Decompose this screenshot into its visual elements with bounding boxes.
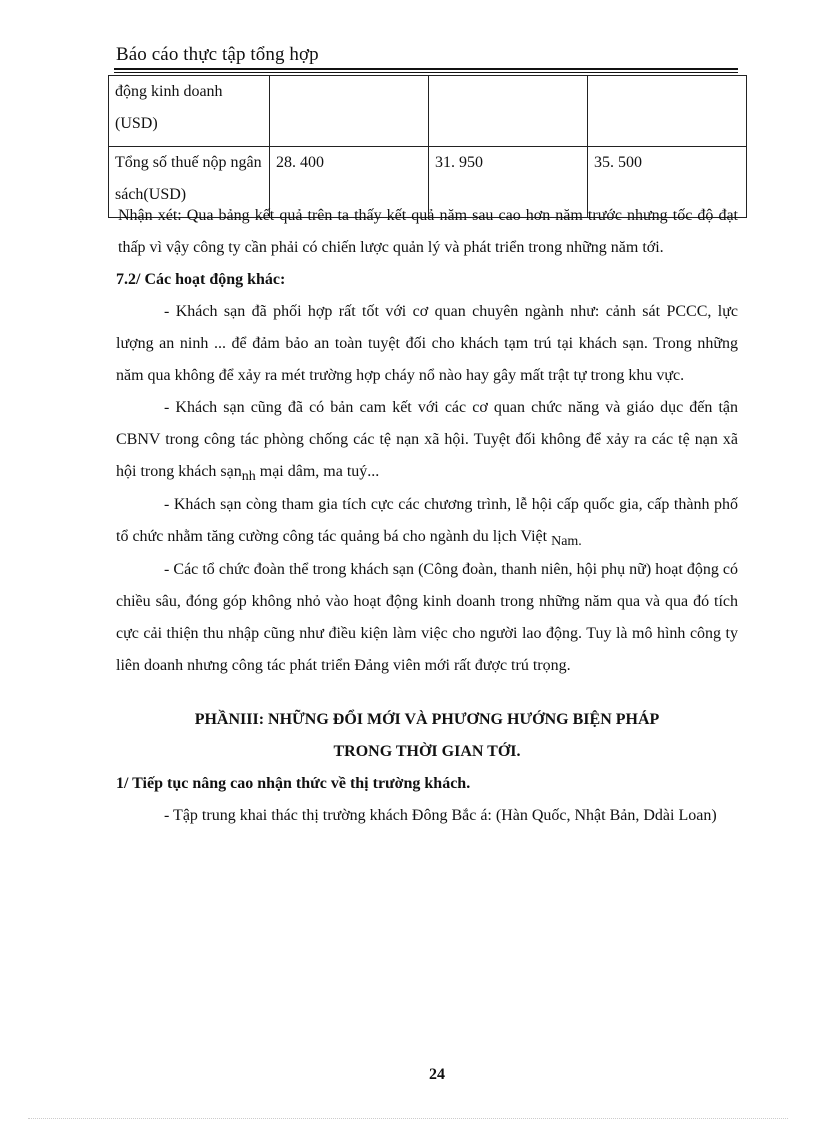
page-header-title: Báo cáo thực tập tổng hợp bbox=[116, 44, 319, 65]
paragraph-festivals bbox=[116, 489, 738, 554]
paragraph-safety: - Khách sạn đã phối hợp rất tốt với cơ quan chuyên ngành như: cảnh sát PCCC, lực lượng an ninh ... để đảm bảo an toàn tuyệt đối cho khách tạm trú tại khách sạn. Trong những năm qua không để xảy ra mét trường hợp cháy nổ nào hay gây mất trật tự trong khu vực. bbox=[116, 303, 738, 384]
table-cell-label: Tổng số thuế nộp ngân sách(USD) bbox=[109, 147, 270, 218]
paragraph-social bbox=[116, 392, 738, 489]
table-cell bbox=[270, 76, 429, 147]
section-heading-1: 1/ Tiếp tục nâng cao nhận thức về thị trường khách. bbox=[116, 775, 471, 792]
table-cell bbox=[588, 76, 747, 147]
paragraph-social-text: - Khách sạn cũng đã có bản cam kết với các cơ quan chức năng và giáo dục đến tận CBNV trong công tác phòng chống các tệ nạn xã hội. Tuyệt đối không để xảy ra các tệ nạn xã hội trong khách sạn bbox=[116, 399, 738, 480]
header-rule-thin bbox=[114, 72, 738, 73]
paragraph-market: - Tập trung khai thác thị trường khách Đông Bắc á: (Hàn Quốc, Nhật Bản, Ddài Loan) bbox=[164, 807, 717, 824]
document-body bbox=[116, 200, 738, 832]
table-cell-label: động kinh doanh (USD) bbox=[109, 76, 270, 147]
paragraph-organizations: - Các tổ chức đoàn thể trong khách sạn (Công đoàn, thanh niên, hội phụ nữ) hoạt động có chiều sâu, đóng góp không nhỏ vào hoạt động kinh doanh trong những năm qua và qua đó tích cực cải thiện thu nhập cũng như điều kiện làm việc cho người lao động. Tuy là mô hình công ty liên doanh nhưng công tác phát triển Đảng viên mới rất được trú trọng. bbox=[116, 561, 738, 674]
paragraph-festivals-text: - Khách sạn còng tham gia tích cực các chương trình, lễ hội cấp quốc gia, cấp thành phố tổ chức nhằm tăng cường công tác quảng bá cho ngành du lịch Việt bbox=[116, 496, 738, 545]
paragraph-social-sub: nh bbox=[241, 469, 256, 484]
part-title-line-1: PHẦNIII: NHỮNG ĐỔI MỚI VÀ PHƯƠNG HƯỚNG BIỆN PHÁP bbox=[194, 711, 660, 728]
table-cell bbox=[429, 76, 588, 147]
paragraph-festivals-sub: Nam. bbox=[551, 534, 582, 549]
table-cell: 35. 500 bbox=[588, 147, 747, 218]
table-cell: 28. 400 bbox=[270, 147, 429, 218]
tax-table bbox=[108, 75, 747, 218]
part-title-line-2: TRONG THỜI GIAN TỚI. bbox=[333, 743, 521, 760]
note-paragraph: Nhận xét: Qua bảng kết quả trên ta thấy kết quả năm sau cao hơn năm trước nhưng tốc độ đạt thấp vì vậy công ty cần phải có chiến lược quản lý và phát triển trong những năm tới. bbox=[118, 207, 738, 256]
table-cell: 31. 950 bbox=[429, 147, 588, 218]
page-number: 24 bbox=[429, 1066, 445, 1083]
paragraph-social-end: mại dâm, ma tuý... bbox=[255, 463, 380, 480]
header-rule bbox=[114, 68, 738, 70]
footer-rule bbox=[28, 1118, 788, 1119]
table-row bbox=[109, 76, 747, 147]
section-heading-7-2: 7.2/ Các hoạt động khác: bbox=[116, 271, 286, 288]
